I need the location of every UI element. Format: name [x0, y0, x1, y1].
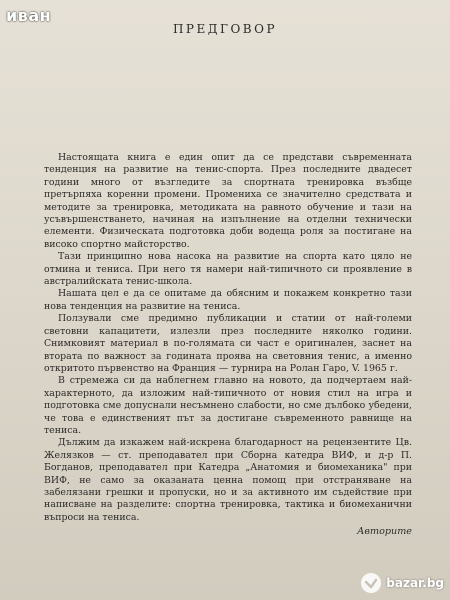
page-title: ПРЕДГОВОР [172, 22, 278, 36]
paragraph: Дължим да изкажем най-искрена благодарност на рецензентите Цв. Желязков — ст. преподавател при Сборна катедра ВИФ, и д-р П. Богданов, преподавател при Катедра „Анатомия и биомеханика" при ВИФ, не само за оказаната ценна помощ при отстраняване на забелязани грешки и пропуски, но и за активното им съдействие при написване на разделите: спортна тренировка, тактика и биомеханични въпроси на тениса. [44, 437, 412, 523]
site-watermark [360, 572, 444, 594]
paragraph: Настоящата книга е един опит да се представи съвременната тенденция на развитие на тенис-спорта. През последните двадесет години много от възгледите за спортната тренировка възбще претърпяха коренни промени. Промениха се значително средствата и методите за тренировка, методиката на равното обучение и тази на усъвършенстването, начиная на изпълнение на отделни технически елементи. Физическата подготовка доби водеща роля за постигане на високо спортно майсторство. [44, 152, 412, 250]
paragraph: В стремежа си да наблегнем главно на новото, да подчертаем най-характерното, да изложим най-типичното от новия стил на игра и подготовка сме допуснали несъмнено слабости, но сме дълбоко убедени, че това е единственият път за достигане съвременното равнище на тениса. [44, 375, 412, 436]
watermark-username: иван [6, 6, 52, 25]
paragraph: Нашата цел е да се опитаме да обясним и покажем конкретно тази нова тенденция на развитие на тениса. [44, 288, 412, 312]
watermark-site-name: bazar.bg [386, 576, 444, 590]
paragraph: Ползували сме предимно публикации и статии от най-големи световни капацитети, излезли през последните няколко години. Снимковият материал в по-голямата си част е оригинален, заснет на втората по важност за годината проява на световния тенис, а именно откритото първенство на Франция — турнира на Ролан Гаро, V. 1965 г. [44, 313, 412, 374]
bazar-logo-icon [360, 572, 382, 594]
author-signature: Авторите [357, 526, 412, 538]
preface-body [44, 152, 412, 539]
paragraph: Тази принципно нова насока на развитие на спорта като цяло не отмина и тениса. При него тя намери най-типичното си проявление в австралийската тенис-школа. [44, 251, 412, 288]
